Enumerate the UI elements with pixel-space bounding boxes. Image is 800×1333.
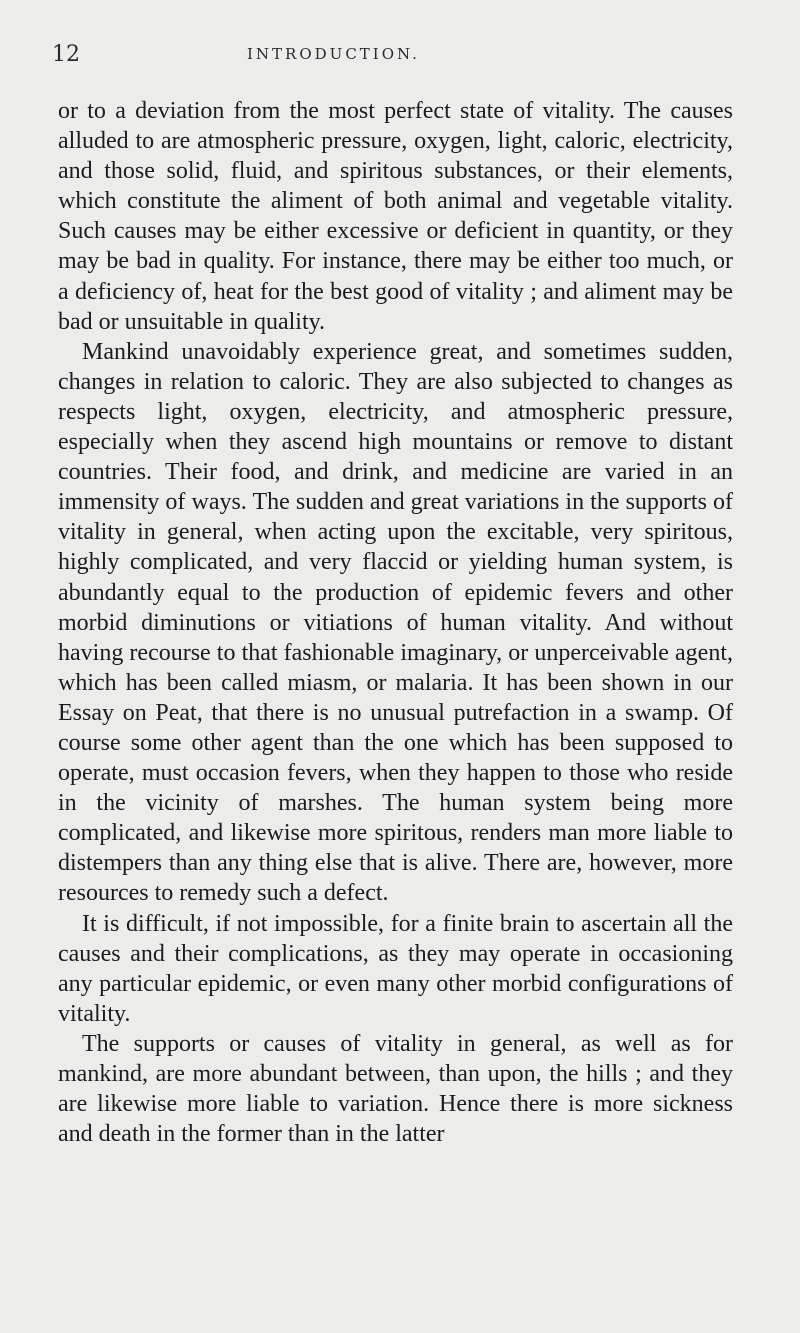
page-header: [52, 42, 730, 66]
page-number: 12: [52, 42, 80, 67]
running-head: INTRODUCTION.: [247, 45, 420, 63]
paragraph: The supports or causes of vitality in general, as well as for mankind, are more abundant between, than upon, the hills ; and they are likewise more liable to variation. Hence there is more sickness and death in the former than in the latter: [58, 1030, 733, 1148]
paragraph: or to a deviation from the most perfect state of vitality. The causes alluded to are atmospheric pressure, oxygen, light, caloric, electricity, and those solid, fluid, and spiritous substances, or their elements, which constitute the aliment of both animal and vegetable vitality. Such causes may be either excessive or deficient in quantity, or they may be bad in quality. For instance, there may be either too much, or a deficiency of, heat for the best good of vitality ; and aliment may be bad or unsuitable in quality.: [58, 98, 733, 335]
body-text: [58, 96, 733, 1149]
paragraph: Mankind unavoidably experience great, and sometimes sudden, changes in relation to caloric. They are also subjected to changes as respects light, oxygen, electricity, and atmospheric pressure, especially when they ascend high mountains or remove to distant countries. Their food, and drink, and medicine are varied in an immensity of ways. The sudden and great variations in the supports of vitality in general, when acting upon the excitable, very spiritous, highly complicated, and very flaccid or yielding human system, is abundantly equal to the production of epidemic fevers and other morbid diminutions or vitiations of human vitality. And without having recourse to that fashionable imaginary, or unperceivable agent, which has been called miasm, or malaria. It has been shown in our Essay on Peat, that there is no unusual putrefaction in a swamp. Of course some other agent than the one which has been supposed to operate, must occasion fevers, when they happen to those who reside in the vicinity of marshes. The human system being more complicated, and likewise more spiritous, renders man more liable to distempers than any thing else that is alive. There are, however, more resources to remedy such a defect.: [58, 338, 733, 907]
paragraph: It is difficult, if not impossible, for a finite brain to ascertain all the causes and their complications, as they may operate in occasioning any particular epidemic, or even many other morbid configurations of vitality.: [58, 910, 733, 1027]
